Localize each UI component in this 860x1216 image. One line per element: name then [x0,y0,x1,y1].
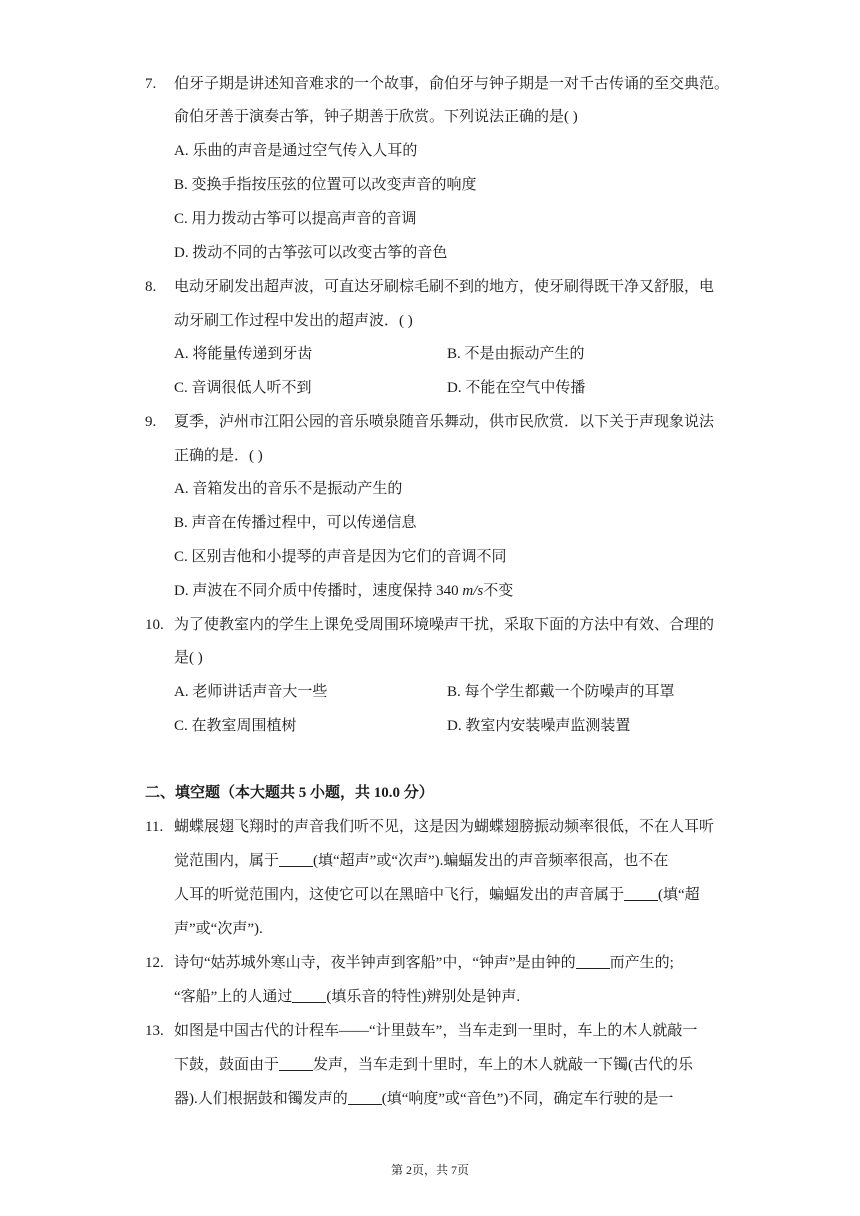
option-d-tail: 不变 [483,583,514,599]
option-b: B. 声音在传播过程中，可以传递信息 [174,515,417,531]
option-a: A. 乐曲的声音是通过空气传入人耳的 [174,143,418,159]
speed-unit: m/s [462,583,484,599]
question-text [174,851,668,871]
option-c: C. 区别吉他和小提琴的声音是因为它们的音调不同 [174,549,507,565]
question-number: 11. [145,819,164,835]
text-segment: 下鼓，鼓面由于 [174,1057,280,1073]
question-number: 13. [145,1023,164,1039]
option-d: D. 拨动不同的古筝弦可以改变古筝的音色 [174,245,448,261]
question-text: 如图是中国古代的计程车——“计里鼓车”，当车走到一里时，车上的木人就敲一 [174,1023,698,1039]
text-segment: 人耳的听觉范围内，这使它可以在黑暗中飞行，蝙蝠发出的声音属于 [174,887,625,903]
text-segment: “客船”上的人通过 [174,989,293,1005]
question-text: 声”或“次声”). [174,921,263,937]
answer-blank[interactable] [348,1090,382,1105]
option-c: C. 音调很低人听不到 [174,380,312,396]
option-d [174,581,513,601]
option-a: A. 音箱发出的音乐不是振动产生的 [174,481,403,497]
text-segment: 诗句“姑苏城外寒山寺，夜半钟声到客船”中，“钟声”是由钟的 [174,955,576,971]
text-segment: 觉范围内，属于 [174,853,280,869]
question-text: 为了使教室内的学生上课免受周围环境噪声干扰，采取下面的方法中有效、合理的 [174,617,715,633]
page-footer: 第 2页，共 7页 [390,1163,469,1177]
question-text: 是( ) [174,650,203,666]
option-a: A. 老师讲话声音大一些 [174,684,328,700]
question-text [174,987,520,1007]
answer-blank[interactable] [576,954,610,969]
question-text: 伯牙子期是讲述知音难求的一个故事，俞伯牙与钟子期是一对千古传诵的至交典范。 [174,76,730,92]
option-d-text: D. 声波在不同介质中传播时，速度保持 340 [174,583,463,599]
question-text [174,1089,673,1109]
option-d: D. 不能在空气中传播 [447,380,586,396]
answer-blank[interactable] [624,886,658,901]
question-text [174,953,674,973]
question-number: 12. [145,955,164,971]
text-segment: (填乐音的特性)辨别处是钟声. [326,989,521,1005]
option-b: B. 每个学生都戴一个防噪声的耳罩 [447,684,675,700]
option-c: C. 在教室周围植树 [174,718,297,734]
answer-blank[interactable] [279,1056,313,1071]
question-number: 7. [145,76,157,92]
text-segment: (填“响度”或“音色”)不同，确定车行驶的是一 [381,1091,674,1107]
question-text: 电动牙刷发出超声波，可直达牙刷棕毛刷不到的地方，使牙刷得既干净又舒服，电 [174,279,715,295]
option-b: B. 不是由振动产生的 [447,346,585,362]
text-segment: 而产生的; [609,955,674,971]
question-text: 蝴蝶展翅飞翔时的声音我们听不见，这是因为蝴蝶翅膀振动频率很低，不在人耳听 [174,819,715,835]
option-b: B. 变换手指按压弦的位置可以改变声音的响度 [174,177,477,193]
question-number: 10. [145,617,164,633]
question-number: 9. [145,414,157,430]
question-text: 动牙刷工作过程中发出的超声波．( ) [174,313,413,329]
question-text [174,885,700,905]
section-heading: 二、填空题（本大题共 5 小题，共 10.0 分） [145,785,434,801]
question-text: 俞伯牙善于演奏古筝，钟子期善于欣赏。下列说法正确的是( ) [174,109,578,125]
question-text [174,1055,693,1075]
answer-blank[interactable] [279,852,313,867]
option-a: A. 将能量传递到牙齿 [174,346,313,362]
question-text: 夏季，泸州市江阳公园的音乐喷泉随音乐舞动，供市民欣赏．以下关于声现象说法 [174,414,715,430]
text-segment: 发声，当车走到十里时，车上的木人就敲一下镯(古代的乐 [313,1057,694,1073]
answer-blank[interactable] [292,988,326,1003]
question-text: 正确的是．( ) [174,448,263,464]
text-segment: 器).人们根据鼓和镯发声的 [174,1091,348,1107]
question-number: 8. [145,279,157,295]
option-d: D. 教室内安装噪声监测装置 [447,718,631,734]
text-segment: (填“超声”或“次声”).蝙蝠发出的声音频率很高，也不在 [313,853,669,869]
option-c: C. 用力拨动古筝可以提高声音的音调 [174,211,417,227]
text-segment: (填“超 [658,887,700,903]
